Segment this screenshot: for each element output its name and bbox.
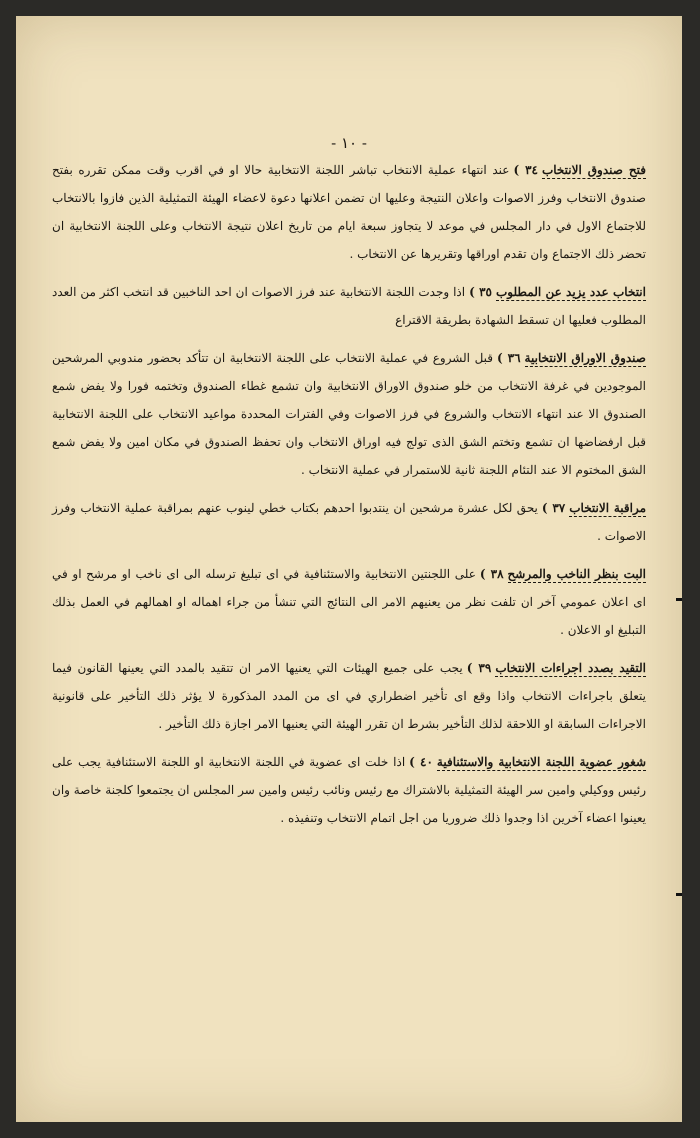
article-text: يحق لكل عشرة مرشحين ان ينتدبوا احدهم بكتاب خطي لينوب عنهم بمراقبة عملية الانتخاب وفرز الاصوات . [52, 501, 646, 543]
document-page [16, 16, 682, 1122]
page-number: - ١٠ - [331, 134, 367, 152]
article-heading: انتخاب عدد يزيد عن المطلوب [495, 285, 646, 299]
article-text: اذا خلت اى عضوية في اللجنة الانتخابية او اللجنة الاستئنافية يجب على رئيس ووكيلي وامين سر الهيئة التمثيلية بالاشتراك مع رئيس ونائب رئيس وامين سر المجلس ان يجتمعوا كلجنة خاصة وان يعينوا اعضاء آخرين اذا وجدوا ذلك ضروريا من اجل اتمام الانتخاب وتنفيذه . [52, 755, 646, 825]
article-number: ٣٤ ) [513, 163, 538, 177]
article-39 [52, 654, 646, 738]
article-text: يجب على جميع الهيئات التي يعنيها الامر ان تتقيد بالمدد التي يعينها القانون فيما يتعلق باجراءات الانتخاب واذا وقع اى تأخير اضطراري في اى من المدد المذكورة لا يؤثر ذلك التأخير على قانونية الاجراءات السابقة او اللاحقة لذلك التأخير بشرط ان تقرر الهيئة التي يعنيها الامر اجازة ذلك التأخير . [52, 661, 646, 731]
page-edge-mark [676, 893, 682, 896]
article-number: ٤٠ ) [409, 755, 433, 769]
article-heading: البت بنظر الناخب والمرشح [507, 567, 647, 581]
article-38 [52, 560, 646, 644]
article-text: قبل الشروع في عملية الانتخاب على اللجنة الانتخابية ان تتأكد بحضور مندوبي المرشحين الموجودين في غرفة الانتخاب من خلو صندوق الاوراق الانتخابية وان تشمع غطاء الصندوق وتختمه فورا ولا يفض شمع الصندوق الا عند انتهاء الانتخاب والشروع في فرز الاصوات وفي الفترات المحددة مواعيد الانتخاب على اللجنة الانتخابية قبل ارفضاضها ان تشمع وتختم الشق الذى تولج فيه اوراق الانتخاب وان تحفظ الصندوق في مكان امين ولا يفض شمع الشق المختوم الا عند التئام اللجنة ثانية للاستمرار في عملية الانتخاب . [52, 351, 646, 477]
article-36 [52, 344, 646, 484]
article-number: ٣٦ ) [497, 351, 521, 365]
article-heading: التقيد بصدد اجراءات الانتخاب [495, 661, 647, 675]
article-heading: شغور عضوية اللجنة الانتخابية والاستئنافية [436, 755, 647, 769]
page-edge-mark [676, 598, 682, 601]
article-40 [52, 748, 646, 832]
article-text: عند انتهاء عملية الانتخاب تباشر اللجنة الانتخابية حالا او في اقرب وقت ممكن تقرره بفتح صندوق الانتخاب وفرز الاصوات واعلان النتيجة وعليها ان تضمن اعلانها دعوة لاعضاء الهيئة التمثيلية الذين فازوا بالانتخاب للاجتماع الاول في دار المجلس في موعد لا يتجاوز سبعة ايام من تاريخ اعلان نتيجة الانتخاب وعلى اللجنة الانتخابية ان تحضر ذلك الاجتماع وان تقدم اوراقها وتقريرها عن الانتخاب . [52, 163, 646, 261]
article-number: ٣٩ ) [466, 661, 492, 675]
article-35 [52, 278, 646, 334]
document-body [52, 156, 646, 842]
article-number: ٣٨ ) [479, 567, 504, 581]
article-heading: فتح صندوق الانتخاب [541, 163, 647, 177]
article-number: ٣٧ ) [541, 501, 566, 515]
article-37 [52, 494, 646, 550]
article-heading: مراقبة الانتخاب [569, 501, 646, 515]
article-text: اذا وجدت اللجنة الانتخابية عند فرز الاصوات ان احد الناخبين قد انتخب اكثر من العدد المطلوب فعليها ان تسقط الشهادة بطريقة الاقتراع [52, 285, 646, 327]
article-heading: صندوق الاوراق الانتخابية [524, 351, 646, 365]
article-number: ٣٥ ) [469, 285, 492, 299]
article-34 [52, 156, 646, 268]
article-text: على اللجنتين الانتخابية والاستئنافية في اى تبليغ ترسله الى اى ناخب او مرشح او في اى اعلان عمومي آخر ان تلفت نظر من يعنيهم الامر الى النتائج التي تنشأ من جراء اهماله او اهمالهم في العمل بذلك التبليغ او الاعلان . [52, 567, 646, 637]
